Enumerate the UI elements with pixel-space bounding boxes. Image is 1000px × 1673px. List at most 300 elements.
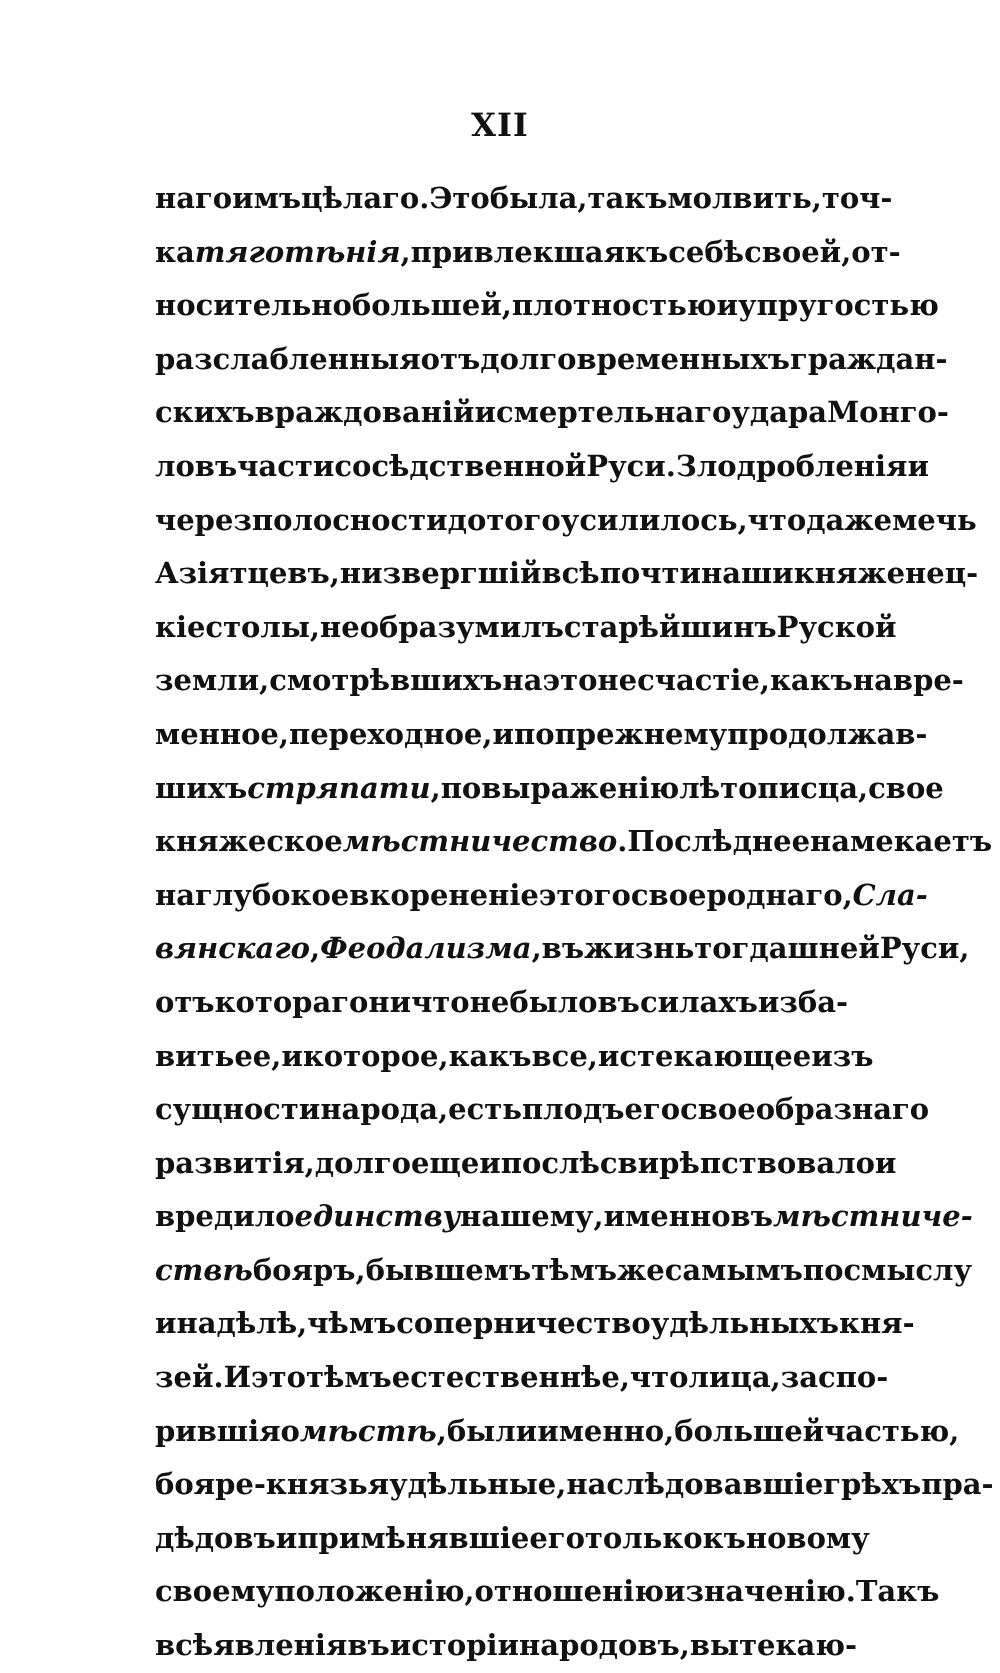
word	[586, 440, 676, 494]
text-segment: старѣйшинъ	[563, 609, 777, 644]
word	[320, 601, 360, 655]
text-segment: мечь	[892, 502, 977, 537]
word	[390, 1619, 519, 1673]
word	[411, 1137, 479, 1191]
word	[625, 1083, 681, 1137]
text-segment: есть	[448, 1092, 522, 1127]
text-segment: по	[440, 770, 482, 805]
word	[598, 976, 640, 1030]
text-segment: большей	[674, 1413, 825, 1448]
word	[295, 1190, 461, 1244]
word	[640, 976, 758, 1030]
word	[839, 1297, 915, 1351]
text-segment: бояре-князья	[155, 1467, 390, 1502]
text-segment: избa-	[757, 984, 849, 1019]
text-line	[155, 494, 977, 548]
text-segment: Зло	[675, 448, 737, 483]
word	[676, 440, 737, 494]
text-segment: и	[474, 395, 497, 430]
text-line	[155, 226, 901, 280]
text-segment: бояръ,	[252, 1252, 366, 1287]
word	[269, 654, 502, 708]
italic-text: мѣстѣ	[299, 1413, 437, 1448]
text-segment: себѣ	[668, 234, 745, 269]
word	[600, 1137, 875, 1191]
word	[448, 494, 487, 548]
text-segment: наго	[155, 181, 233, 215]
text-segment: переходное,	[288, 716, 493, 751]
text-segment: вить	[155, 1038, 235, 1073]
text-segment: почти	[599, 556, 701, 591]
text-segment: точ-	[821, 181, 893, 215]
text-segment: бывшемъ	[365, 1252, 532, 1287]
text-segment: дѣлѣ,	[216, 1306, 308, 1341]
text-segment: къ	[702, 1520, 746, 1555]
word	[479, 1137, 501, 1191]
word	[598, 1030, 811, 1084]
word	[155, 762, 247, 816]
word	[155, 654, 269, 708]
word	[781, 1351, 889, 1405]
text-segment: кіе	[155, 609, 206, 644]
word	[155, 440, 237, 494]
text-segment: отношенію	[474, 1574, 665, 1609]
word	[155, 1244, 253, 1298]
text-line	[155, 654, 964, 708]
word	[155, 1030, 234, 1084]
text-line	[155, 1190, 973, 1244]
text-segment: зей.	[155, 1360, 224, 1395]
text-segment: свирѣпствовало	[599, 1145, 875, 1180]
text-segment: не	[469, 984, 510, 1019]
text-segment: всѣ	[541, 556, 600, 591]
italic-text: вянскаго	[155, 931, 310, 966]
text-segment: долговременныхъ	[480, 341, 791, 376]
word	[247, 762, 440, 816]
text-line	[155, 1619, 858, 1673]
text-segment: отъ	[155, 984, 215, 1019]
word	[727, 708, 927, 762]
word	[429, 172, 489, 226]
text-segment: только	[584, 1520, 703, 1555]
text-segment: рившія	[155, 1413, 281, 1448]
word	[155, 1458, 389, 1512]
text-segment: вредило	[155, 1199, 295, 1234]
text-segment: дѣдовъ	[155, 1520, 276, 1555]
word	[737, 440, 908, 494]
word	[892, 494, 977, 548]
word	[625, 226, 668, 280]
text-segment: от-	[851, 234, 901, 269]
word	[501, 1137, 600, 1191]
word	[680, 1083, 929, 1137]
text-segment: заспо-	[780, 1360, 889, 1395]
word	[352, 279, 512, 333]
text-line	[155, 1244, 973, 1298]
text-segment: своему	[155, 1574, 275, 1609]
word	[237, 440, 334, 494]
text-segment: цѣлаго.	[301, 181, 430, 215]
word	[542, 922, 584, 976]
text-segment: ловъ	[155, 448, 238, 483]
word	[731, 1190, 773, 1244]
text-segment: исторіи	[389, 1628, 520, 1663]
word	[155, 547, 340, 601]
word	[251, 1351, 306, 1405]
word	[564, 601, 777, 655]
text-segment: Такъ	[855, 1574, 940, 1609]
text-line	[155, 1297, 915, 1351]
word	[155, 279, 352, 333]
word	[688, 1351, 780, 1405]
word	[856, 1565, 940, 1619]
text-segment: въ	[597, 984, 640, 1019]
word	[155, 1565, 274, 1619]
text-segment: тѣмъ	[305, 1360, 392, 1395]
text-segment: и	[664, 1574, 686, 1609]
text-segment: образумилъ	[359, 609, 564, 644]
text-segment: менное,	[155, 716, 289, 751]
text-segment: это	[250, 1360, 306, 1395]
text-segment: и	[716, 288, 739, 323]
word	[300, 1405, 447, 1459]
word	[297, 1512, 529, 1566]
text-segment: наши	[700, 556, 794, 591]
text-segment: и	[275, 1520, 298, 1555]
text-segment: княжеское	[155, 824, 343, 859]
word	[213, 1619, 347, 1673]
text-segment: ,	[400, 234, 411, 269]
word	[215, 976, 369, 1030]
word	[155, 976, 215, 1030]
text-segment: несчастіе,	[597, 663, 770, 698]
word	[851, 226, 900, 280]
word	[880, 922, 970, 976]
word	[738, 279, 939, 333]
text-segment: носительно	[155, 288, 352, 323]
text-segment: ничто	[368, 984, 470, 1019]
text-segment: большей,	[351, 288, 512, 323]
word	[475, 1565, 664, 1619]
text-segment: плотностью	[511, 288, 717, 323]
word	[320, 922, 542, 976]
text-segment: на	[852, 663, 893, 698]
text-segment: самымъ	[664, 1252, 803, 1287]
text-segment: по	[802, 1252, 844, 1287]
text-segment: молвить,	[667, 181, 822, 215]
word	[334, 440, 586, 494]
text-segment: Руси.	[586, 448, 676, 483]
text-line	[155, 1512, 870, 1566]
text-segment: удѣльныхъ	[650, 1306, 840, 1341]
word	[631, 869, 853, 923]
text-segment: отъ	[420, 341, 481, 376]
text-segment: частью,	[824, 1413, 960, 1448]
text-line	[155, 333, 948, 387]
word	[604, 1190, 731, 1244]
text-segment: своей,	[744, 234, 852, 269]
text-segment: этого	[538, 877, 631, 912]
word	[542, 654, 597, 708]
text-segment: такъ	[587, 181, 668, 215]
word	[539, 869, 631, 923]
text-segment: истекающее	[597, 1038, 812, 1073]
word	[340, 547, 542, 601]
word	[529, 1512, 585, 1566]
text-segment: изъ	[811, 1038, 874, 1073]
text-segment: выраженію	[481, 770, 680, 805]
text-segment: удѣльные,	[389, 1467, 567, 1502]
word	[343, 815, 628, 869]
word	[686, 1565, 856, 1619]
word	[411, 226, 625, 280]
text-line	[155, 601, 897, 655]
text-segment: Послѣднее	[627, 824, 811, 859]
text-segment: враждованій	[254, 395, 475, 430]
text-segment: не	[320, 609, 360, 644]
text-segment: была,	[489, 181, 588, 215]
page-number: XII	[471, 106, 529, 144]
word	[155, 333, 421, 387]
word	[690, 1619, 857, 1673]
text-segment: черезполосности	[155, 502, 448, 537]
word	[824, 1405, 959, 1459]
text-segment: части	[237, 448, 335, 483]
text-segment: примѣнявшіе	[297, 1520, 530, 1555]
text-segment: граждан-	[790, 341, 948, 376]
word	[492, 708, 514, 762]
word	[360, 601, 564, 655]
text-segment: до	[447, 502, 487, 537]
word	[366, 1244, 532, 1298]
word	[790, 333, 948, 387]
word	[306, 1351, 392, 1405]
word	[155, 1619, 213, 1673]
word	[205, 601, 320, 655]
text-segment: чѣмъ	[307, 1306, 397, 1341]
word	[921, 1458, 993, 1512]
text-segment: развитія,	[155, 1145, 315, 1180]
word	[155, 494, 448, 548]
text-segment: шихъ	[155, 770, 248, 805]
word	[522, 1083, 625, 1137]
word	[155, 1297, 177, 1351]
word	[155, 1083, 320, 1137]
word	[155, 601, 205, 655]
word	[155, 172, 232, 226]
text-segment: глубокое	[195, 877, 350, 912]
text-line	[155, 1137, 897, 1191]
word	[502, 654, 542, 708]
text-segment: все,	[531, 1038, 598, 1073]
word	[777, 601, 897, 655]
italic-text: ствѣ	[155, 1252, 253, 1287]
word	[773, 1190, 973, 1244]
word	[253, 1244, 366, 1298]
text-line	[155, 1458, 994, 1512]
word	[281, 1405, 300, 1459]
word	[770, 654, 853, 708]
text-segment: значенію.	[685, 1574, 856, 1609]
text-segment: въ	[541, 931, 585, 966]
text-segment: низвергшій	[339, 556, 542, 591]
word	[303, 1030, 449, 1084]
text-segment: что	[747, 502, 807, 537]
text-segment: лѣтописца,	[679, 770, 869, 805]
text-segment: и	[907, 448, 929, 483]
text-segment: вре-	[892, 663, 964, 698]
word	[810, 815, 992, 869]
word	[155, 815, 343, 869]
text-segment: же	[617, 1252, 665, 1287]
text-segment: даже	[806, 502, 893, 537]
text-segment: смыслу	[843, 1252, 973, 1287]
word	[806, 494, 892, 548]
word	[746, 1512, 870, 1566]
text-segment: нашему,	[460, 1199, 604, 1234]
italic-text: мѣстничество	[342, 824, 618, 859]
word	[155, 922, 320, 976]
text-segment: которое,	[302, 1038, 449, 1073]
word	[668, 226, 744, 280]
word	[588, 172, 668, 226]
word	[396, 1297, 651, 1351]
text-segment: ,	[531, 931, 542, 966]
text-segment: прежнему	[554, 716, 728, 751]
text-segment: лица,	[688, 1360, 781, 1395]
word	[694, 922, 880, 976]
text-segment: тогдашней	[694, 931, 880, 966]
text-segment: на	[502, 663, 543, 698]
word	[531, 1244, 617, 1298]
text-segment: народовъ,	[519, 1628, 690, 1663]
text-segment: княженец-	[793, 556, 979, 591]
word	[600, 547, 701, 601]
word	[561, 494, 748, 548]
text-segment: ка	[155, 234, 195, 269]
italic-text: Сла-	[852, 877, 928, 912]
text-line	[155, 440, 929, 494]
text-segment: своероднаго,	[630, 877, 853, 912]
text-segment: тѣмъ	[531, 1252, 617, 1287]
word	[347, 1619, 389, 1673]
text-segment: плодъ	[521, 1092, 625, 1127]
text-segment: къ	[625, 234, 669, 269]
word	[289, 708, 492, 762]
text-segment: смертельнаго	[496, 395, 732, 430]
word	[392, 1351, 630, 1405]
text-segment: и	[281, 1038, 303, 1073]
word	[509, 976, 597, 1030]
text-segment: и	[492, 716, 514, 751]
text-segment: именно,	[537, 1413, 675, 1448]
word	[701, 547, 794, 601]
text-segment: было	[509, 984, 598, 1019]
text-line	[155, 708, 928, 762]
text-segment: котораго	[214, 984, 369, 1019]
text-segment: естественнѣе,	[391, 1360, 630, 1395]
text-segment: удара	[731, 395, 828, 430]
text-segment: кня-	[839, 1306, 915, 1341]
text-segment: это	[542, 663, 598, 698]
text-segment: разслабленныя	[155, 341, 421, 376]
text-segment: и	[874, 1145, 897, 1180]
word	[664, 1565, 686, 1619]
text-segment: дробленія	[736, 448, 908, 483]
text-segment: всѣ	[155, 1628, 214, 1663]
word	[794, 547, 978, 601]
word	[532, 1030, 598, 1084]
word	[630, 1351, 689, 1405]
word	[868, 762, 944, 816]
word	[748, 494, 807, 548]
word	[893, 654, 964, 708]
text-segment: Руской	[776, 609, 897, 644]
italic-text: Феодализма	[320, 931, 532, 966]
word	[667, 172, 821, 226]
text-segment: наслѣдовавшіе	[566, 1467, 824, 1502]
word	[496, 386, 731, 440]
text-segment: народа,	[320, 1092, 449, 1127]
word	[177, 1297, 217, 1351]
word	[155, 1405, 281, 1459]
italic-text: тяготѣнія	[194, 234, 401, 269]
word	[155, 869, 195, 923]
text-segment: и	[479, 1145, 501, 1180]
italic-text: единству	[294, 1199, 461, 1234]
text-segment: какъ	[448, 1038, 532, 1073]
word	[585, 1512, 703, 1566]
word	[155, 708, 289, 762]
text-line	[155, 172, 893, 226]
word	[281, 1030, 303, 1084]
text-segment: имъ	[232, 181, 302, 215]
word	[542, 547, 600, 601]
word	[155, 226, 195, 280]
text-segment: долго	[314, 1145, 411, 1180]
italic-text: стряпати	[247, 770, 431, 805]
text-segment: еще	[410, 1145, 480, 1180]
text-segment: были	[446, 1413, 538, 1448]
word	[232, 172, 301, 226]
text-segment: вытекаю-	[689, 1628, 858, 1663]
text-segment: ее,	[234, 1038, 282, 1073]
text-line	[155, 1565, 940, 1619]
word	[448, 1083, 522, 1137]
word	[555, 708, 728, 762]
text-segment: усилилось,	[560, 502, 748, 537]
text-line	[155, 547, 979, 601]
word	[224, 1351, 251, 1405]
text-segment: ,	[430, 770, 441, 805]
text-segment: сущности	[155, 1092, 321, 1127]
text-segment: силахъ	[639, 984, 758, 1019]
text-line	[155, 762, 944, 816]
text-segment: И	[223, 1360, 251, 1395]
text-line	[155, 1351, 889, 1405]
word	[853, 654, 893, 708]
word	[234, 1030, 281, 1084]
word	[731, 386, 827, 440]
word	[217, 1297, 308, 1351]
word	[597, 654, 770, 708]
word	[537, 1405, 674, 1459]
text-segment: именно	[603, 1199, 731, 1234]
word	[822, 172, 893, 226]
word	[853, 869, 928, 923]
italic-text: мѣстничe-	[772, 1199, 973, 1234]
text-segment: въ	[730, 1199, 773, 1234]
